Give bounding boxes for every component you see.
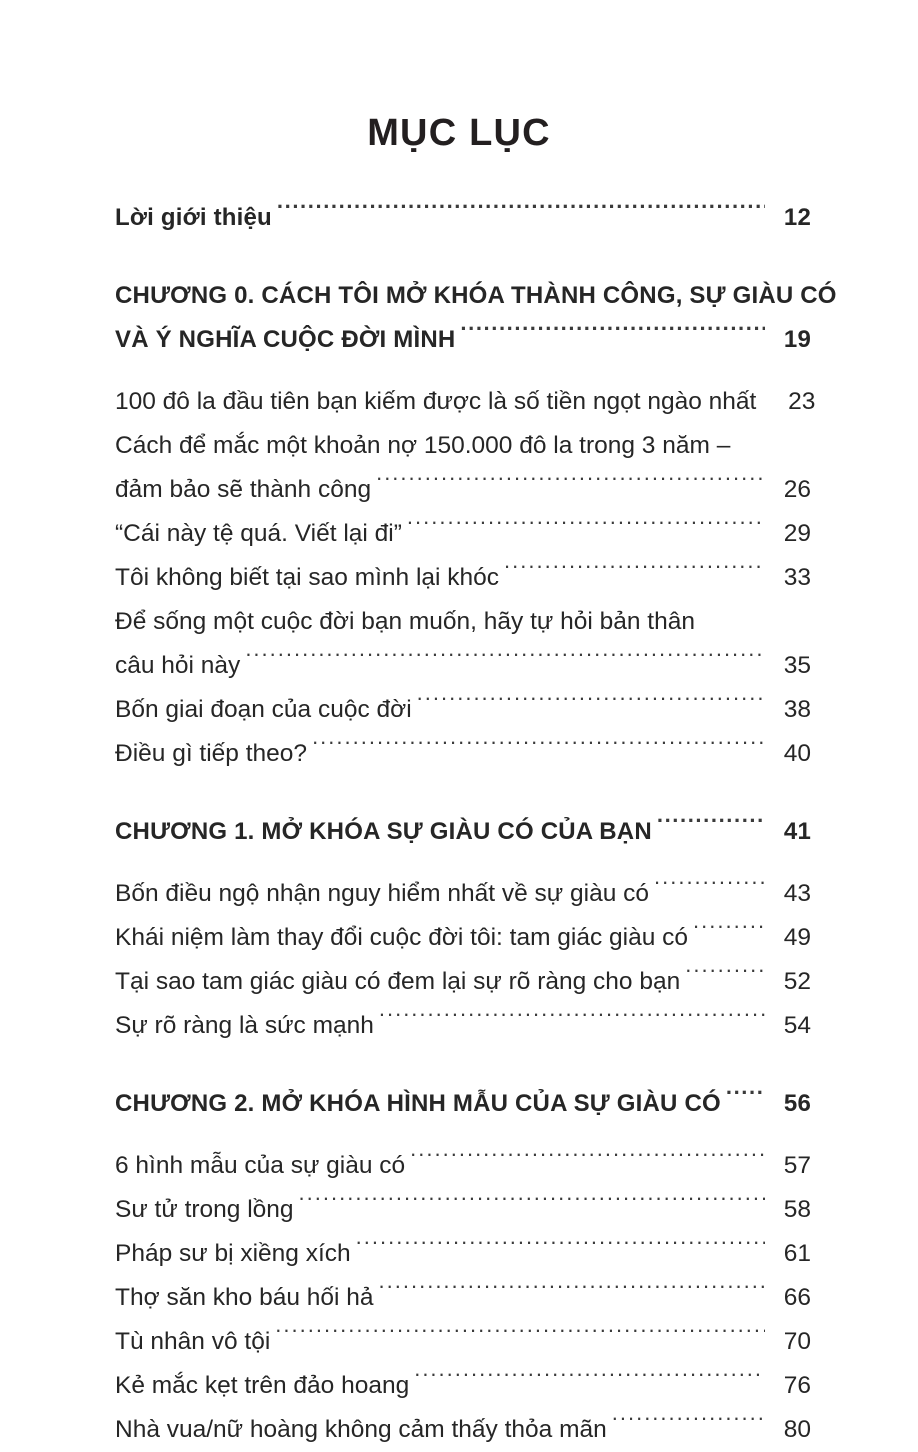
toc-entry-label: CHƯƠNG 1. MỞ KHÓA SỰ GIÀU CÓ CỦA BẠN [115, 818, 652, 845]
toc-page-number: 58 [783, 1196, 811, 1223]
toc-page-number: 56 [783, 1090, 811, 1117]
toc-entry-label: Lời giới thiệu [115, 204, 272, 231]
toc-page-number: 40 [783, 740, 811, 767]
toc-row[interactable] [115, 1320, 811, 1364]
toc-page-number: 12 [783, 204, 811, 231]
toc-entry-label: Tại sao tam giác giàu có đem lại sự rõ ràng cho bạn [115, 968, 681, 995]
toc-entry-label: Sư tử trong lồng [115, 1196, 294, 1223]
row-spacer [115, 362, 811, 380]
toc-entry-label: CHƯƠNG 2. MỞ KHÓA HÌNH MẪU CỦA SỰ GIÀU CÓ [115, 1090, 721, 1117]
toc-row[interactable] [115, 810, 811, 854]
toc-entry-label: Bốn giai đoạn của cuộc đời [115, 696, 412, 723]
toc-row[interactable] [115, 1144, 811, 1188]
toc-row[interactable] [115, 1364, 811, 1408]
toc-page-number: 52 [783, 968, 811, 995]
toc-row[interactable] [115, 1188, 811, 1232]
toc-entry-label: Kẻ mắc kẹt trên đảo hoang [115, 1372, 410, 1399]
dot-leader [417, 693, 765, 718]
dot-leader [379, 1009, 765, 1034]
toc-row[interactable] [115, 916, 811, 960]
toc-page-number: 66 [783, 1284, 811, 1311]
toc-entry-label: Sự rõ ràng là sức mạnh [115, 1012, 374, 1039]
toc-entry-label: Thợ săn kho báu hối hả [115, 1284, 374, 1311]
toc-entry-label: Để sống một cuộc đời bạn muốn, hãy tự hỏi bản thân [115, 608, 695, 635]
toc-row[interactable] [115, 688, 811, 732]
toc-row-continuation[interactable] [115, 424, 811, 468]
dot-leader [410, 1149, 765, 1174]
toc-page-number: 70 [783, 1328, 811, 1355]
page-title: MỤC LỤC [367, 112, 551, 154]
toc-page-number: 23 [788, 388, 816, 415]
toc-row[interactable] [115, 556, 811, 600]
dot-leader [685, 965, 765, 990]
toc-row[interactable] [115, 512, 811, 556]
row-spacer [115, 240, 811, 274]
toc-entry-label: 100 đô la đầu tiên bạn kiếm được là số tiền ngọt ngào nhất [115, 388, 757, 415]
toc-page-number: 43 [783, 880, 811, 907]
toc-page-number: 35 [783, 652, 811, 679]
toc-entry-label: Cách để mắc một khoản nợ 150.000 đô la trong 3 năm – [115, 432, 731, 459]
toc-page-number: 57 [783, 1152, 811, 1179]
toc-entry-label: 6 hình mẫu của sự giàu có [115, 1152, 406, 1179]
toc-row[interactable] [115, 1232, 811, 1276]
dot-leader [761, 385, 769, 410]
toc-entry-label: VÀ Ý NGHĨA CUỘC ĐỜI MÌNH [115, 326, 456, 353]
toc-page-number: 54 [783, 1012, 811, 1039]
toc-row[interactable] [115, 872, 811, 916]
toc-page-number: 33 [783, 564, 811, 591]
dot-leader [693, 921, 765, 946]
toc-row[interactable] [115, 196, 811, 240]
dot-leader [657, 815, 765, 839]
toc-page-number: 76 [783, 1372, 811, 1399]
dot-leader [612, 1413, 765, 1438]
toc-entry-label: Tù nhân vô tội [115, 1328, 271, 1355]
toc-entry-label: Pháp sư bị xiềng xích [115, 1240, 351, 1267]
dot-leader [376, 473, 765, 498]
dot-leader [460, 323, 765, 347]
row-spacer [115, 854, 811, 872]
toc-page-number: 26 [783, 476, 811, 503]
dot-leader [654, 877, 765, 902]
toc-row-continuation[interactable] [115, 600, 811, 644]
toc-row[interactable] [115, 960, 811, 1004]
toc-entry-label: Tôi không biết tại sao mình lại khóc [115, 564, 500, 591]
toc-page-number: 19 [783, 326, 811, 353]
toc-page-number: 61 [783, 1240, 811, 1267]
dot-leader [312, 737, 765, 762]
row-spacer [115, 1048, 811, 1082]
toc-row-continuation[interactable] [115, 274, 837, 318]
toc-row[interactable] [115, 1276, 811, 1320]
dot-leader [356, 1237, 765, 1262]
dot-leader [379, 1281, 765, 1306]
toc-page-number: 49 [783, 924, 811, 951]
toc-page-number: 29 [783, 520, 811, 547]
toc-entry-label: đảm bảo sẽ thành công [115, 476, 372, 503]
toc-entry-label: Điều gì tiếp theo? [115, 740, 308, 767]
dot-leader [277, 201, 765, 225]
toc-entry-label: “Cái này tệ quá. Viết lại đi” [115, 520, 402, 547]
dot-leader [726, 1087, 765, 1111]
toc-page-number: 38 [783, 696, 811, 723]
toc-entry-label: Khái niệm làm thay đổi cuộc đời tôi: tam giác giàu có [115, 924, 689, 951]
row-spacer [115, 776, 811, 810]
toc-entry-label: câu hỏi này [115, 652, 241, 679]
dot-leader [414, 1369, 765, 1394]
toc-row[interactable] [115, 1004, 811, 1048]
dot-leader [504, 561, 765, 586]
toc-row[interactable] [115, 380, 816, 424]
toc-row[interactable] [115, 318, 811, 362]
toc-row[interactable] [115, 644, 811, 688]
toc-entry-label: Bốn điều ngộ nhận nguy hiểm nhất về sự giàu có [115, 880, 649, 907]
toc-page-number: 41 [783, 818, 811, 845]
dot-leader [407, 517, 765, 542]
toc-row[interactable] [115, 732, 811, 776]
toc-row[interactable] [115, 1082, 811, 1126]
row-spacer [115, 1126, 811, 1144]
toc-list [115, 196, 837, 1452]
toc-entry-label: CHƯƠNG 0. CÁCH TÔI MỞ KHÓA THÀNH CÔNG, SỰ GIÀU CÓ [115, 282, 837, 309]
toc-page-number: 80 [783, 1416, 811, 1443]
toc-row[interactable] [115, 1408, 811, 1452]
dot-leader [275, 1325, 765, 1350]
dot-leader [245, 649, 765, 674]
toc-row[interactable] [115, 468, 811, 512]
toc-entry-label: Nhà vua/nữ hoàng không cảm thấy thỏa mãn [115, 1416, 607, 1443]
dot-leader [299, 1193, 765, 1218]
